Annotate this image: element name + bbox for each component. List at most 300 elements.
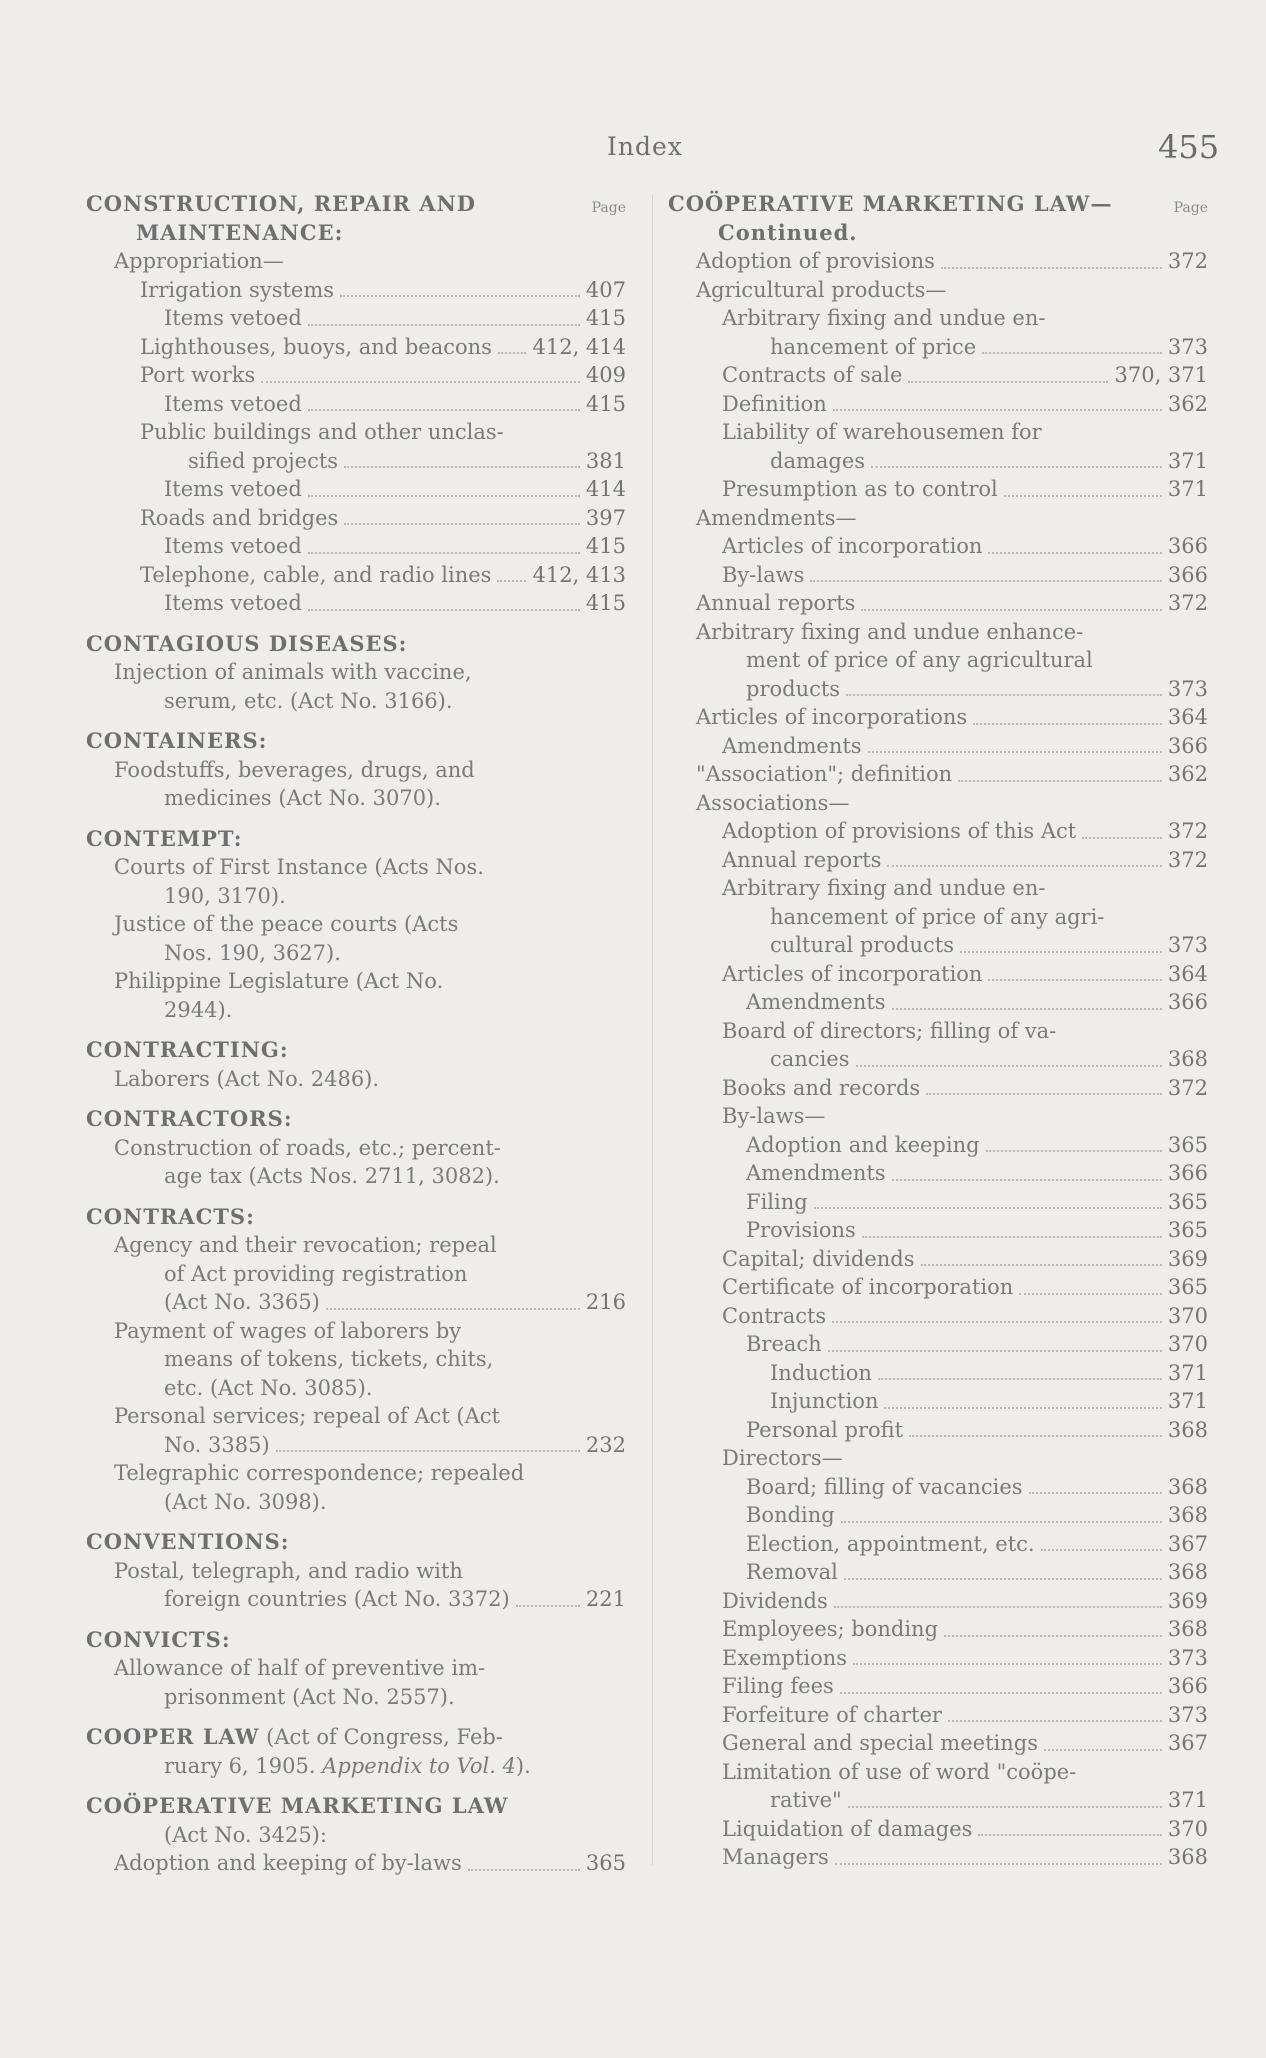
index-entry	[668, 1302, 1208, 1331]
entry-label: damages	[770, 448, 866, 473]
entry-label: Allowance of half of preventive im-	[114, 1656, 486, 1680]
entry-text	[114, 853, 484, 882]
index-entry	[668, 1074, 1208, 1103]
page-reference: 232	[585, 1432, 626, 1457]
index-entry	[86, 1288, 626, 1317]
index-entry	[86, 418, 626, 447]
entry-text	[746, 1188, 808, 1217]
entry-text	[164, 784, 441, 813]
index-entry	[668, 1558, 1208, 1587]
page-reference: 366	[1167, 1161, 1208, 1185]
index-entry	[668, 1644, 1208, 1673]
entry-label: Postal, telegraph, and radio with	[114, 1558, 463, 1583]
entry-label: Agricultural products—	[696, 277, 947, 302]
entry-label: Port works	[140, 363, 256, 387]
entry-label: etc. (Act No. 3085).	[164, 1375, 373, 1400]
index-entry	[86, 1752, 626, 1781]
dot-leader	[308, 324, 580, 326]
entry-text	[746, 1330, 822, 1359]
page-reference: 373	[1167, 933, 1208, 957]
entry-label: means of tokens, tickets, chits,	[164, 1347, 494, 1371]
index-entry	[86, 784, 626, 813]
index-entry	[668, 1416, 1208, 1445]
page-reference: 367	[1167, 1531, 1208, 1556]
entry-text	[770, 447, 865, 476]
dot-leader	[1082, 837, 1162, 839]
index-entry	[86, 687, 626, 716]
entry-label: Irrigation systems	[140, 277, 335, 302]
dot-leader	[944, 1635, 1162, 1637]
entry-text	[164, 304, 302, 333]
page-reference: 371	[1167, 1788, 1208, 1812]
entry-text	[770, 1359, 872, 1388]
entry-text	[164, 1345, 493, 1374]
page-reference: 368	[1167, 1845, 1208, 1869]
dot-leader	[340, 295, 580, 297]
page-column-label: Page	[1173, 200, 1208, 216]
index-entry	[86, 276, 626, 305]
page-reference: 365	[1167, 1189, 1208, 1214]
page-reference: 368	[1167, 1047, 1208, 1071]
index-entry	[668, 447, 1208, 476]
dot-leader	[973, 723, 1162, 725]
entry-text	[164, 882, 286, 911]
entry-label: No. 3385)	[164, 1432, 270, 1457]
entry-text	[140, 504, 338, 533]
page-reference: 366	[1167, 1674, 1208, 1698]
index-heading: COÖPERATIVE MARKETING LAW—	[668, 191, 1113, 216]
entry-label: Items vetoed	[164, 534, 302, 558]
page-reference: 366	[1167, 733, 1208, 758]
index-heading: CONTRACTORS:	[86, 1106, 293, 1131]
entry-text	[164, 687, 453, 716]
page-reference: 407	[585, 277, 626, 302]
dot-leader	[878, 1378, 1162, 1380]
entry-label: Justice of the peace courts (Acts	[114, 912, 459, 936]
entry-label: Forfeiture of charter	[722, 1702, 942, 1727]
entry-text	[722, 846, 881, 875]
dot-leader	[988, 552, 1161, 554]
entry-label: Articles of incorporations	[696, 705, 968, 729]
page-column-label: Page	[591, 200, 626, 216]
entry-text	[722, 361, 902, 390]
dot-leader	[840, 1692, 1162, 1694]
dot-leader	[871, 466, 1162, 468]
index-entry	[668, 504, 1208, 533]
dot-leader	[958, 780, 1162, 782]
entry-text	[140, 276, 334, 305]
entry-label: Provisions	[746, 1218, 856, 1242]
entry-text	[164, 532, 302, 561]
entry-label: cultural products	[770, 933, 954, 957]
entry-text	[770, 1387, 878, 1416]
entry-label: medicines (Act No. 3070).	[164, 786, 441, 810]
entry-text	[114, 1317, 461, 1346]
entry-label: Election, appointment, etc.	[746, 1531, 1035, 1556]
entry-label: Items vetoed	[164, 391, 302, 416]
index-entry	[86, 475, 626, 504]
entry-label: 2944).	[164, 997, 233, 1022]
page-reference: 362	[1167, 762, 1208, 786]
entry-label: hancement of price	[770, 334, 977, 359]
index-entry	[668, 276, 1208, 305]
entry-label: Employees; bonding	[722, 1617, 939, 1641]
entry-text	[746, 1131, 980, 1160]
page-reference: 221	[585, 1587, 626, 1611]
entry-text	[722, 418, 1042, 447]
dot-leader	[308, 409, 580, 411]
entry-label: Annual reports	[722, 847, 882, 872]
dot-leader	[862, 1236, 1162, 1238]
entry-text	[114, 247, 284, 276]
entry-label: Construction of roads, etc.; percent-	[114, 1135, 501, 1160]
index-entry	[668, 390, 1208, 419]
entry-text	[722, 532, 982, 561]
index-entry	[668, 1102, 1208, 1131]
entry-text	[722, 1644, 847, 1673]
entry-label: Certificate of incorporation	[722, 1275, 1014, 1299]
entry-text	[696, 703, 967, 732]
page-reference: 368	[1167, 1474, 1208, 1499]
page-reference: 415	[585, 306, 626, 330]
entry-label: foreign countries (Act No. 3372)	[164, 1587, 510, 1611]
entry-text	[164, 1288, 320, 1317]
index-entry	[86, 1317, 626, 1346]
entry-text	[164, 1162, 500, 1191]
index-entry	[668, 846, 1208, 875]
entry-text	[114, 756, 475, 785]
entry-label: General and special meetings	[722, 1731, 1038, 1755]
entry-label: Exemptions	[722, 1645, 848, 1670]
page-reference: 365	[1167, 1275, 1208, 1299]
entry-text	[722, 1815, 972, 1844]
entry-label: Adoption of provisions of this Act	[722, 819, 1077, 843]
index-heading: CONVICTS:	[86, 1626, 231, 1652]
page-reference: 370	[1167, 1332, 1208, 1356]
index-heading: COOPER LAW	[86, 1724, 260, 1749]
index-entry	[86, 910, 626, 939]
index-heading: CONTRACTING:	[86, 1037, 289, 1062]
entry-label: Injunction	[770, 1389, 879, 1413]
index-entry	[668, 960, 1208, 989]
entry-label: Capital; dividends	[722, 1246, 915, 1271]
index-entry	[668, 760, 1208, 789]
entry-text	[722, 1102, 825, 1131]
entry-text	[722, 1074, 920, 1103]
page-reference: 370	[1167, 1816, 1208, 1841]
entry-label: Bonding	[746, 1503, 835, 1527]
dot-leader	[516, 1605, 580, 1607]
index-entry	[668, 1330, 1208, 1359]
entry-italic: Appendix to Vol. 4	[322, 1753, 516, 1778]
entry-text	[722, 1701, 942, 1730]
page-reference: 368	[1167, 1417, 1208, 1442]
index-entry	[668, 1045, 1208, 1074]
index-entry	[668, 561, 1208, 590]
index-entry	[668, 618, 1208, 647]
page-reference: 415	[585, 391, 626, 416]
index-entry	[86, 390, 626, 419]
entry-label: (Act No. 3098).	[164, 1489, 327, 1514]
entry-label: Amendments	[746, 990, 886, 1014]
dot-leader	[833, 409, 1162, 411]
entry-text	[140, 361, 255, 390]
page-reference: 372	[1167, 591, 1208, 615]
entry-text	[722, 1843, 829, 1872]
dot-leader	[921, 1264, 1162, 1266]
page-reference: 372	[1167, 249, 1208, 273]
index-entry	[668, 304, 1208, 333]
page-reference: 368	[1167, 1617, 1208, 1641]
entry-text	[140, 561, 491, 590]
page-reference: 365	[1167, 1218, 1208, 1242]
dot-leader	[834, 1606, 1162, 1608]
index-entry	[668, 732, 1208, 761]
dot-leader	[892, 1008, 1162, 1010]
index-entry	[668, 675, 1208, 704]
entry-label: Appropriation—	[114, 249, 284, 273]
page-reference: 397	[585, 505, 626, 530]
index-entry	[668, 988, 1208, 1017]
entry-text	[722, 561, 804, 590]
index-entry	[86, 1402, 626, 1431]
entry-label: Board; filling of vacancies	[746, 1474, 1023, 1499]
entry-text	[114, 658, 472, 687]
index-entry	[668, 1843, 1208, 1872]
index-entry	[668, 1530, 1208, 1559]
entry-label: Books and records	[722, 1075, 921, 1100]
index-entry	[86, 1065, 626, 1094]
entry-text	[722, 1444, 843, 1473]
entry-text	[722, 1245, 915, 1274]
index-entry	[668, 1188, 1208, 1217]
entry-text	[722, 817, 1076, 846]
page-reference: 409	[585, 363, 626, 387]
entry-text	[164, 1488, 327, 1517]
entry-label: age tax (Acts Nos. 2711, 3082).	[164, 1164, 500, 1188]
entry-label: Agency and their revocation; repeal	[114, 1233, 497, 1257]
page-reference: 364	[1167, 705, 1208, 729]
entry-label: Board of directors; filling of va-	[722, 1018, 1057, 1043]
entry-label: Telephone, cable, and radio lines	[140, 562, 492, 587]
index-entry	[86, 1260, 626, 1289]
dot-leader	[861, 609, 1161, 611]
index-entry	[86, 1374, 626, 1403]
index-entry	[86, 1557, 626, 1586]
dot-leader	[856, 1065, 1162, 1067]
index-entry	[668, 1159, 1208, 1188]
index-entry	[86, 1849, 626, 1878]
entry-text	[722, 304, 1045, 333]
entry-text	[114, 1459, 524, 1488]
entry-label: Foodstuffs, beverages, drugs, and	[114, 757, 475, 782]
index-entry	[86, 304, 626, 333]
entry-label: prisonment (Act No. 2557).	[164, 1684, 455, 1709]
page-reference: 381	[585, 448, 626, 473]
entry-text	[696, 247, 935, 276]
dot-leader	[892, 1179, 1162, 1181]
dot-leader	[941, 267, 1162, 269]
index-entry	[86, 853, 626, 882]
index-entry	[86, 561, 626, 590]
page-reference: 415	[585, 534, 626, 558]
page-reference: 371	[1167, 1360, 1208, 1385]
page-reference: 368	[1167, 1560, 1208, 1584]
entry-text	[140, 333, 492, 362]
entry-text	[164, 475, 302, 504]
entry-text	[722, 1615, 938, 1644]
page-reference: 371	[1167, 448, 1208, 473]
index-entry	[668, 1245, 1208, 1274]
index-heading: CONVENTIONS:	[86, 1529, 290, 1554]
entry-text	[770, 931, 954, 960]
entry-text	[696, 276, 946, 305]
dot-leader	[982, 352, 1162, 354]
index-entry	[668, 1615, 1208, 1644]
index-entry	[668, 789, 1208, 818]
entry-label: Adoption and keeping of by-laws	[114, 1851, 462, 1875]
dot-leader	[828, 1350, 1162, 1352]
dot-leader	[841, 1521, 1162, 1523]
entry-label: (Act No. 3425):	[164, 1822, 327, 1847]
index-entry	[86, 1162, 626, 1191]
entry-label: Nos. 190, 3627).	[164, 940, 341, 965]
entry-label: Breach	[746, 1332, 822, 1356]
index-entry	[668, 1815, 1208, 1844]
entry-text	[114, 1654, 485, 1683]
index-column-right	[668, 190, 1208, 1872]
index-entry	[86, 939, 626, 968]
index-entry	[86, 1459, 626, 1488]
page-reference: 366	[1167, 990, 1208, 1014]
dot-leader	[835, 1863, 1162, 1865]
index-entry	[86, 532, 626, 561]
entry-text	[114, 1557, 463, 1586]
dot-leader	[344, 466, 580, 468]
entry-label: Payment of wages of laborers by	[114, 1318, 462, 1343]
page-reference: 368	[1167, 1503, 1208, 1527]
dot-leader	[853, 1663, 1162, 1665]
index-entry	[668, 903, 1208, 932]
index-entry	[668, 333, 1208, 362]
entry-label: Items vetoed	[164, 306, 302, 330]
entry-text	[696, 618, 1083, 647]
index-entry	[668, 1758, 1208, 1787]
entry-text	[746, 1416, 903, 1445]
index-entry	[86, 967, 626, 996]
index-entry	[86, 1585, 626, 1614]
dot-leader	[986, 1150, 1162, 1152]
entry-text	[114, 1065, 379, 1094]
page-reference: 372	[1167, 847, 1208, 872]
page-header	[0, 128, 1266, 168]
index-entry	[86, 1654, 626, 1683]
entry-label: Dividends	[722, 1588, 828, 1613]
entry-label: 190, 3170).	[164, 883, 286, 908]
entry-text	[746, 1530, 1035, 1559]
dot-leader	[308, 609, 580, 611]
page-reference: 415	[585, 591, 626, 615]
index-entry	[86, 1821, 626, 1850]
entry-label: Adoption and keeping	[746, 1132, 980, 1157]
page-reference: 412, 413	[532, 562, 626, 587]
dot-leader	[308, 495, 580, 497]
dot-leader	[887, 865, 1161, 867]
entry-label: Injection of animals with vaccine,	[114, 660, 472, 684]
dot-leader	[1019, 1293, 1162, 1295]
page-reference: 367	[1167, 1731, 1208, 1755]
entry-label: Induction	[770, 1360, 872, 1385]
entry-label: Roads and bridges	[140, 505, 339, 530]
heading-note: (Act of Congress, Feb-	[259, 1725, 503, 1749]
entry-text	[114, 1402, 500, 1431]
index-entry	[668, 1786, 1208, 1815]
index-entry	[86, 1345, 626, 1374]
entry-text	[164, 390, 302, 419]
index-entry	[668, 1387, 1208, 1416]
dot-leader	[1004, 495, 1162, 497]
page-reference: 365	[1167, 1132, 1208, 1157]
dot-leader	[988, 979, 1161, 981]
dot-leader	[909, 1435, 1162, 1437]
entry-label: cancies	[770, 1047, 850, 1071]
page-reference: 373	[1167, 1702, 1208, 1727]
entry-label: By-laws	[722, 562, 805, 587]
index-heading: CONTAINERS:	[86, 728, 268, 753]
index-entry	[86, 658, 626, 687]
index-entry	[86, 1134, 626, 1163]
index-entry	[668, 817, 1208, 846]
index-entry	[86, 1488, 626, 1517]
entry-text	[722, 1273, 1013, 1302]
entry-label: Items vetoed	[164, 477, 302, 501]
entry-label: Arbitrary fixing and undue en-	[722, 876, 1046, 900]
entry-label: Items vetoed	[164, 591, 302, 615]
dot-leader	[1029, 1492, 1162, 1494]
index-entry	[668, 361, 1208, 390]
index-entry	[668, 1672, 1208, 1701]
dot-leader	[844, 1578, 1162, 1580]
entry-label: Public buildings and other unclas-	[140, 420, 504, 444]
entry-label: Contracts	[722, 1303, 827, 1328]
entry-label: Courts of First Instance (Acts Nos.	[114, 855, 484, 879]
index-entry	[86, 1683, 626, 1712]
entry-text	[164, 1374, 373, 1403]
entry-text	[188, 447, 338, 476]
entry-tail: ).	[515, 1753, 531, 1778]
page-reference: 373	[1167, 334, 1208, 359]
entry-text	[696, 504, 857, 533]
index-entry	[668, 247, 1208, 276]
entry-text	[164, 1683, 455, 1712]
entry-text	[746, 1473, 1023, 1502]
page-reference: 370	[1167, 1303, 1208, 1328]
index-entry	[668, 931, 1208, 960]
index-entry	[86, 361, 626, 390]
entry-label: Adoption of provisions	[696, 249, 935, 273]
dot-leader	[846, 694, 1162, 696]
index-entry	[86, 882, 626, 911]
dot-leader	[832, 1321, 1162, 1323]
entry-label: Liquidation of damages	[722, 1816, 973, 1841]
dot-leader	[814, 1207, 1162, 1209]
entry-label: Laborers (Act No. 2486).	[114, 1066, 380, 1091]
index-entry	[668, 1444, 1208, 1473]
entry-label: Amendments	[722, 733, 862, 758]
page-reference: 366	[1167, 562, 1208, 587]
index-entry	[668, 1131, 1208, 1160]
entry-text	[164, 996, 232, 1025]
